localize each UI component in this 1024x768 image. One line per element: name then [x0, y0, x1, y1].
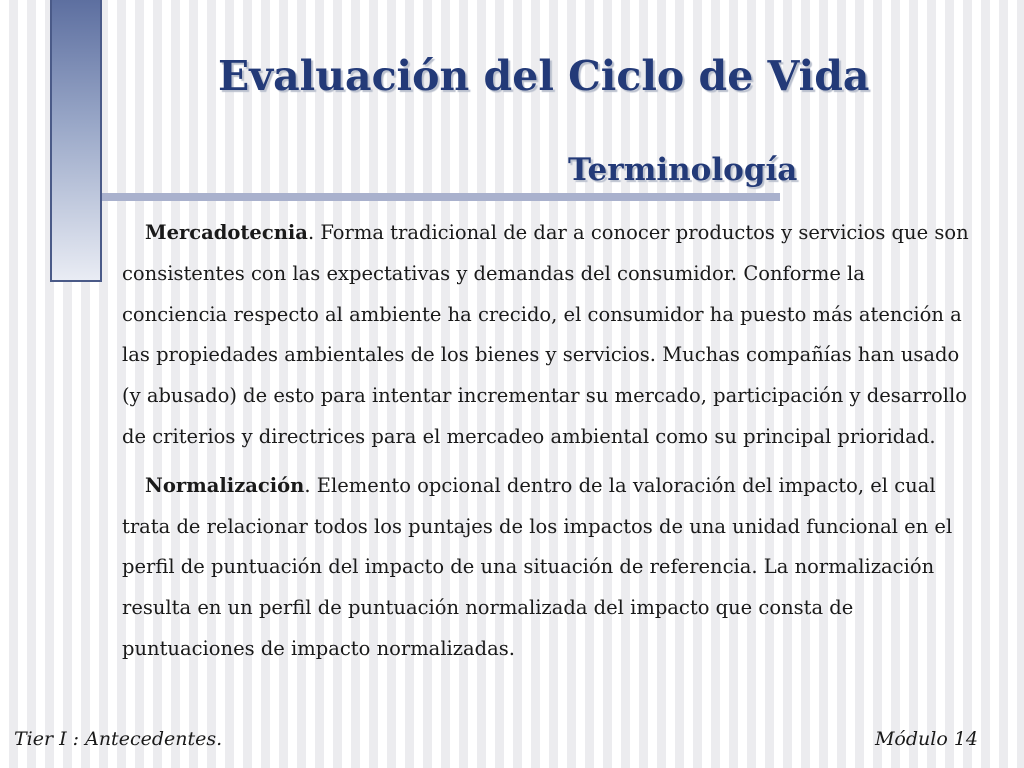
- decorative-accent-bar: [50, 0, 102, 282]
- footer-module-label: Módulo 14: [874, 728, 978, 750]
- definition-paragraph-normalizacion: [122, 466, 972, 670]
- definition-paragraph-mercadotecnia: [122, 213, 972, 458]
- slide-subtitle: Terminología: [568, 152, 798, 188]
- definition-mercadotecnia: . Forma tradicional de dar a conocer productos y servicios que son consistentes con las expectativas y demandas del consumidor. Conforme la conciencia respecto al ambiente ha crecido, el consumidor ha puesto más atención a las propiedades ambientales de los bienes y servicios. Muchas compañías han usado (y abusado) de esto para intentar incrementar su mercado, participación y desarrollo de criterios y directrices para el mercadeo ambiental como su principal prioridad.: [122, 221, 969, 448]
- decorative-horizontal-rule: [102, 193, 780, 201]
- footer-section-label: Tier I : Antecedentes.: [14, 728, 223, 750]
- slide-body: [122, 213, 972, 670]
- slide-title: Evaluación del Ciclo de Vida: [218, 52, 870, 100]
- term-normalizacion: Normalización: [145, 473, 305, 497]
- term-mercadotecnia: Mercadotecnia: [145, 221, 308, 244]
- definition-normalizacion: . Elemento opcional dentro de la valoración del impacto, el cual trata de relacionar todos los puntajes de los impactos de una unidad funcional en el perfil de puntuación del impacto de una situación de referencia. La normalización resulta en un perfil de puntuación normalizada del impacto que consta de puntuaciones de impacto normalizadas.: [122, 473, 953, 660]
